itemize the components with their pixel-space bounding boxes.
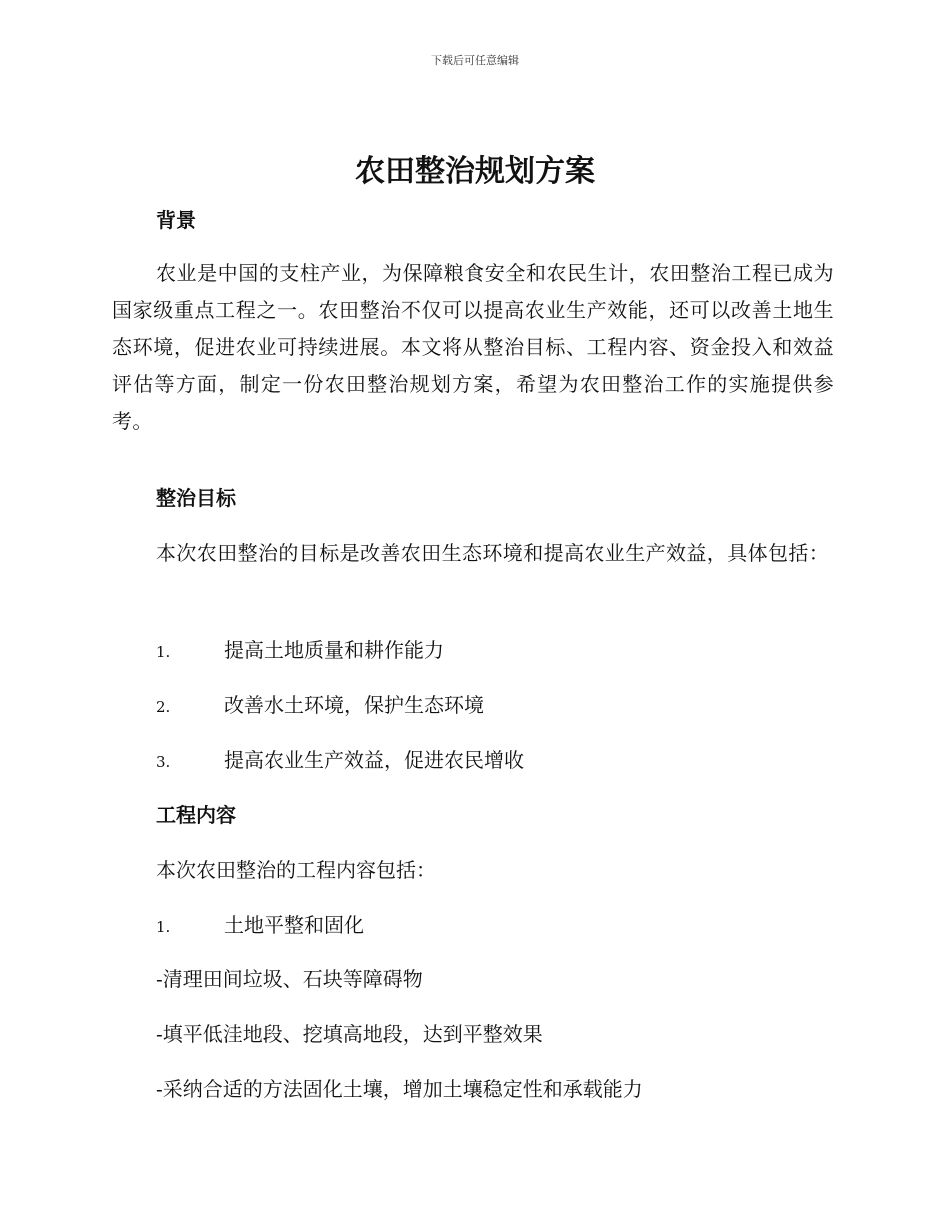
list-number: 1. <box>156 643 171 661</box>
list-item-text: 改善水土环境，保护生态环境 <box>224 693 484 717</box>
goals-intro-paragraph: 本次农田整治的目标是改善农田生态环境和提高农业生产效益，具体包括： <box>156 541 830 565</box>
goals-list-item <box>156 635 444 667</box>
works-list-item <box>156 910 364 942</box>
section-heading-background: 背景 <box>156 208 196 232</box>
section-heading-works: 工程内容 <box>156 803 236 827</box>
list-item-text: 提高土地质量和耕作能力 <box>224 638 444 662</box>
list-number: 3. <box>156 753 171 771</box>
section-heading-goals: 整治目标 <box>156 486 236 510</box>
page-header-note: 下载后可任意编辑 <box>431 54 519 67</box>
list-number: 2. <box>156 698 171 716</box>
document-title: 农田整治规划方案 <box>355 154 595 189</box>
goals-list-item <box>156 690 484 722</box>
works-bullet-line: -清理田间垃圾、石块等障碍物 <box>156 967 423 991</box>
list-item-text: 提高农业生产效益，促进农民增收 <box>224 748 524 772</box>
background-paragraph: 农业是中国的支柱产业，为保障粮食安全和农民生计，农田整治工程已成为国家级重点工程之一。农田整治不仅可以提高农业生产效能，还可以改善土地生态环境，促进农业可持续进展。本文将从整治目标、工程内容、资金投入和效益评估等方面，制定一份农田整治规划方案，希望为农田整治工作的实施提供参考。 <box>112 261 834 433</box>
goals-list-item <box>156 745 524 777</box>
works-bullet-line: -填平低洼地段、挖填高地段，达到平整效果 <box>156 1022 543 1046</box>
works-intro-text: 本次农田整治的工程内容包括： <box>156 858 436 882</box>
list-item-text: 土地平整和固化 <box>224 913 364 937</box>
list-number: 1. <box>156 918 171 936</box>
works-bullet-line: -采纳合适的方法固化土壤，增加土壤稳定性和承载能力 <box>156 1077 643 1101</box>
